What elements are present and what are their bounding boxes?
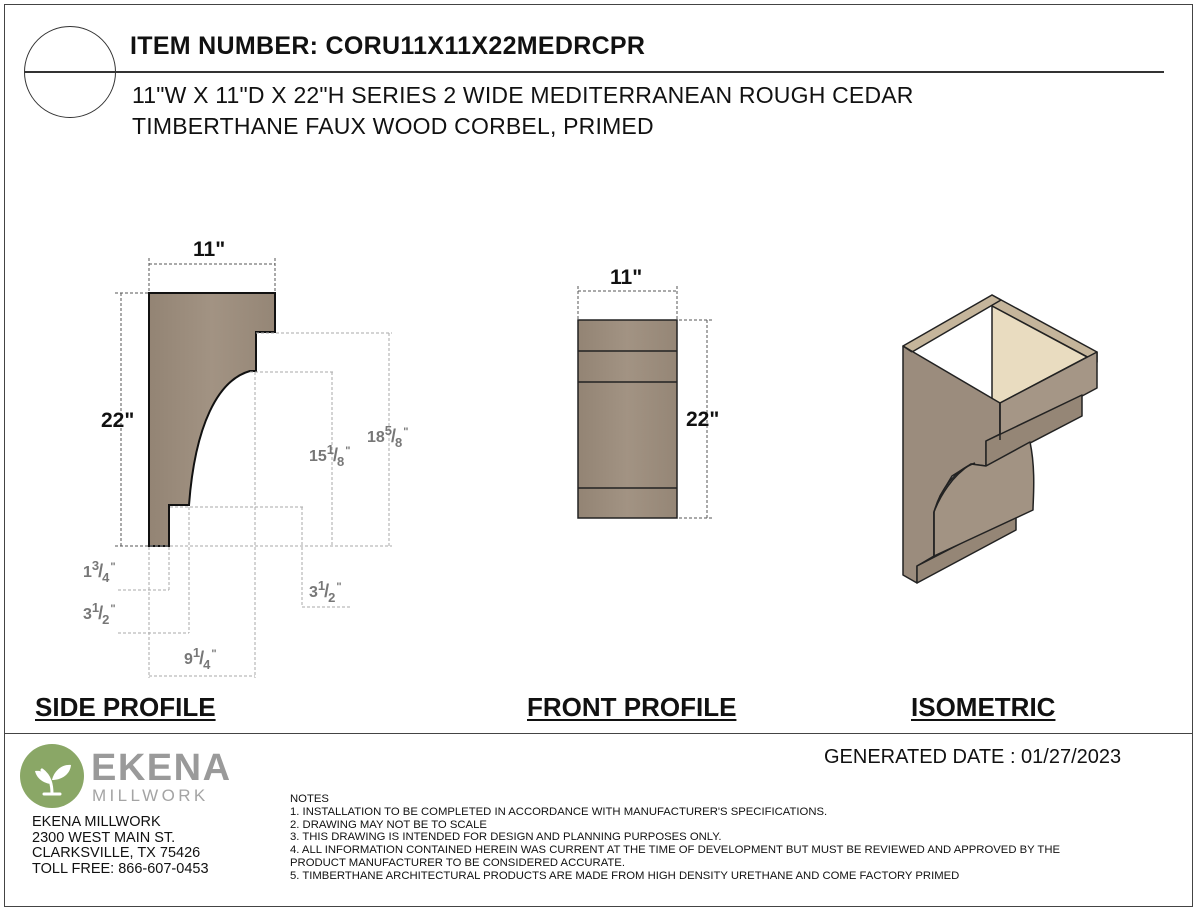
notes-heading: NOTES (290, 793, 329, 805)
ekena-leaf-logo-icon (20, 744, 84, 808)
item-number: ITEM NUMBER: CORU11X11X22MEDRCPR (130, 32, 646, 60)
leaf-icon (20, 744, 84, 808)
side-width-dim: 11" (193, 238, 226, 261)
note-line: 3. THIS DRAWING IS INTENDED FOR DESIGN AND PLANNING PURPOSES ONLY. (290, 831, 722, 844)
company-address (32, 815, 209, 877)
address-line: CLARKSVILLE, TX 75426 (32, 845, 201, 861)
isometric-label: ISOMETRIC (911, 692, 1056, 722)
dim-18-5-8: 185/8" (367, 423, 409, 450)
side-profile-shape (149, 293, 275, 546)
address-line: TOLL FREE: 866-607-0453 (32, 860, 209, 877)
side-width-dim-line (149, 258, 275, 292)
dim-15-1-8: 151/8" (309, 442, 351, 469)
description-line-1: 11"W X 11"D X 22"H SERIES 2 WIDE MEDITERRANEAN ROUGH CEDAR (132, 82, 914, 108)
note-line: 2. DRAWING MAY NOT BE TO SCALE (290, 818, 487, 831)
brand-subtitle: MILLWORK (92, 786, 209, 805)
note-line: 4. ALL INFORMATION CONTAINED HEREIN WAS CURRENT AT THE TIME OF DEVELOPMENT BUT MUST BE REVIEWED AND APPROVED BY THE (290, 844, 1061, 857)
isometric-shape (903, 295, 1097, 583)
note-line: 5. TIMBERTHANE ARCHITECTURAL PRODUCTS ARE MADE FROM HIGH DENSITY URETHANE AND COME FACTORY PRIMED (290, 869, 960, 882)
brand-name: EKENA (91, 747, 232, 789)
generated-date: GENERATED DATE : 01/27/2023 (824, 746, 1122, 768)
address-line: EKENA MILLWORK (32, 814, 161, 830)
front-width-dim: 11" (610, 266, 643, 289)
dim-3-1-2-right: 31/2" (309, 578, 342, 605)
front-height-dim: 22" (686, 408, 720, 431)
side-profile-label: SIDE PROFILE (35, 692, 216, 722)
note-line: 1. INSTALLATION TO BE COMPLETED IN ACCORDANCE WITH MANUFACTURER'S SPECIFICATIONS. (290, 805, 828, 818)
side-height-dim: 22" (101, 409, 135, 432)
dim-9-1-4: 91/4" (184, 645, 217, 672)
front-profile-label: FRONT PROFILE (527, 692, 737, 722)
address-line: 2300 WEST MAIN ST. (32, 829, 176, 846)
dim-3-1-2-left: 31/2" (83, 600, 116, 627)
front-profile-shape (578, 320, 677, 518)
description-line-2: TIMBERTHANE FAUX WOOD CORBEL, PRIMED (132, 113, 654, 139)
notes-block (290, 793, 1060, 883)
note-line: PRODUCT MANUFACTURER TO BE CONSIDERED ACCURATE. (290, 856, 625, 869)
footer-rule (4, 733, 1193, 734)
dim-1-3-4: 13/4" (83, 558, 116, 585)
